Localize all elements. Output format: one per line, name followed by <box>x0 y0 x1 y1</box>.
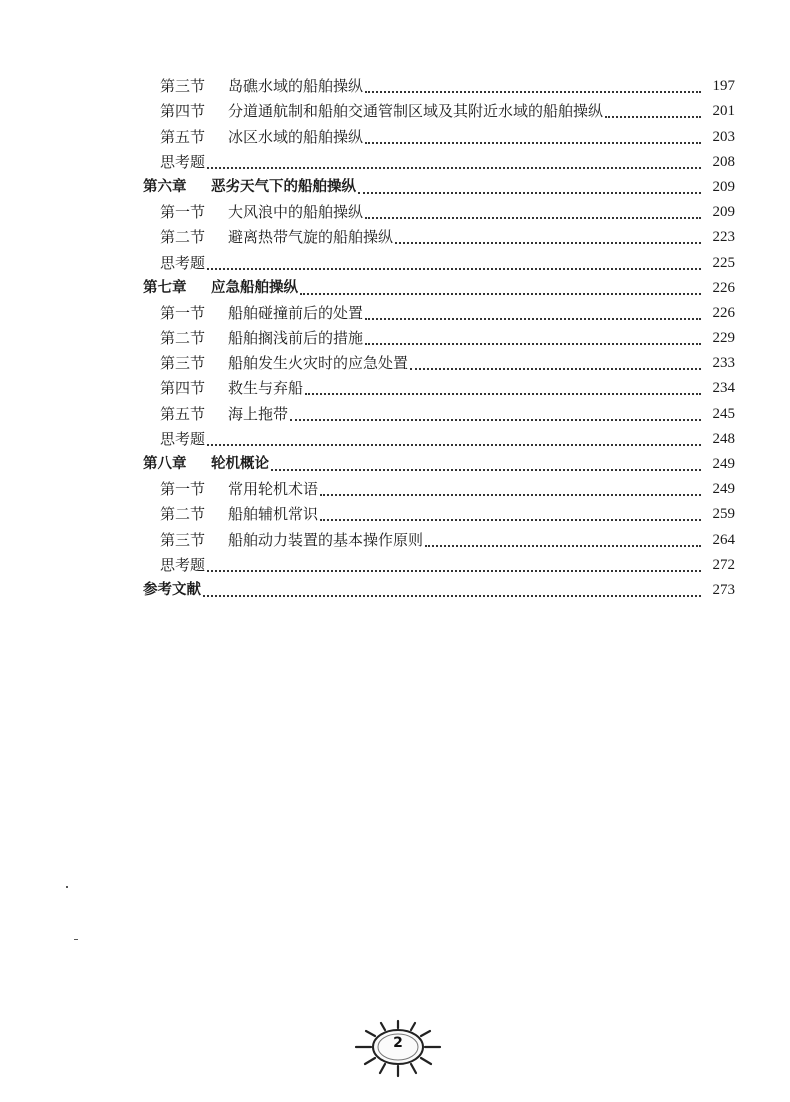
toc-dot-leader <box>395 242 701 244</box>
toc-dot-leader <box>203 595 701 597</box>
toc-section-entry[interactable] <box>143 225 735 250</box>
toc-chapter-entry[interactable] <box>143 578 735 603</box>
toc-questions-entry[interactable] <box>143 427 735 452</box>
toc-entry-title: 船舶碰撞前后的处置 <box>228 303 364 322</box>
toc-section-entry[interactable] <box>143 74 735 99</box>
toc-section-entry[interactable] <box>143 376 735 401</box>
toc-entry-title: 思考题 <box>160 152 206 171</box>
toc-questions-entry[interactable] <box>143 553 735 578</box>
toc-entry-title: 船舶动力装置的基本操作原则 <box>228 530 424 549</box>
toc-page-number: 226 <box>712 279 735 296</box>
toc-dot-leader <box>605 116 701 118</box>
toc-chapter-entry[interactable] <box>143 452 735 477</box>
toc-entry-title: 应急船舶操纵 <box>211 279 298 296</box>
toc-dot-leader <box>365 343 701 345</box>
toc-dot-leader <box>365 217 701 219</box>
toc-entry-label: 第一节 <box>160 480 206 499</box>
toc-dot-leader <box>358 192 701 194</box>
toc-page-number: 208 <box>712 153 735 170</box>
toc-entry-title: 船舶辅机常识 <box>228 505 319 524</box>
toc-page-number: 209 <box>712 178 735 195</box>
toc-dot-leader <box>425 545 701 547</box>
toc-chapter-entry[interactable] <box>143 276 735 301</box>
toc-section-entry[interactable] <box>143 326 735 351</box>
toc-entry-label: 第一节 <box>160 303 206 322</box>
toc-page-number: 229 <box>712 330 735 347</box>
toc-section-entry[interactable] <box>143 502 735 527</box>
toc-questions-entry[interactable] <box>143 250 735 275</box>
toc-page-number: 245 <box>712 405 735 422</box>
toc-entry-title: 岛礁水域的船舶操纵 <box>228 77 364 96</box>
toc-entry-title: 海上拖带 <box>228 404 289 423</box>
toc-entry-label: 第一节 <box>160 203 206 222</box>
toc-dot-leader <box>207 268 701 270</box>
toc-section-entry[interactable] <box>143 124 735 149</box>
toc-page-number: 203 <box>712 128 735 145</box>
toc-entry-title: 恶劣天气下的船舶操纵 <box>211 178 356 195</box>
toc-page-number: 209 <box>712 204 735 221</box>
toc-page-number: 264 <box>712 531 735 548</box>
toc-dot-leader <box>320 519 701 521</box>
toc-page-number: 248 <box>712 430 735 447</box>
toc-page-number: 201 <box>712 103 735 120</box>
toc-entry-label: 第三节 <box>160 530 206 549</box>
toc-entry-label: 第三节 <box>160 354 206 373</box>
toc-entry-title: 船舶搁浅前后的措施 <box>228 329 364 348</box>
toc-section-entry[interactable] <box>143 401 735 426</box>
toc-entry-title: 常用轮机术语 <box>228 480 319 499</box>
toc-section-entry[interactable] <box>143 200 735 225</box>
toc-entry-label: 第三节 <box>160 77 206 96</box>
toc-entry-title: 思考题 <box>160 253 206 272</box>
toc-dot-leader <box>365 318 701 320</box>
toc-dot-leader <box>300 293 701 295</box>
toc-page-number: 234 <box>712 380 735 397</box>
toc-dot-leader <box>207 444 701 446</box>
toc-entry-label: 第五节 <box>160 127 206 146</box>
toc-dot-leader <box>410 368 701 370</box>
toc-section-entry[interactable] <box>143 351 735 376</box>
page-number-badge <box>352 1018 444 1080</box>
toc-entry-title: 冰区水域的船舶操纵 <box>228 127 364 146</box>
toc-dot-leader <box>305 393 701 395</box>
toc-section-entry[interactable] <box>143 99 735 124</box>
toc-page-number: 273 <box>712 581 735 598</box>
toc-entry-label: 第六章 <box>143 178 187 195</box>
toc-page-number: 226 <box>712 304 735 321</box>
toc-dot-leader <box>290 419 701 421</box>
toc-page-number: 225 <box>712 254 735 271</box>
toc-entry-label: 第五节 <box>160 404 206 423</box>
toc-entry-title: 救生与弃船 <box>228 379 304 398</box>
toc-entry-title: 大风浪中的船舶操纵 <box>228 203 364 222</box>
toc-entry-label: 第二节 <box>160 329 206 348</box>
toc-entry-title: 船舶发生火灾时的应急处置 <box>228 354 409 373</box>
toc-page-number: 249 <box>712 481 735 498</box>
toc-entry-label: 第二节 <box>160 505 206 524</box>
toc-dot-leader <box>320 494 701 496</box>
page-number: 2 <box>393 1035 403 1051</box>
toc-page-number: 259 <box>712 506 735 523</box>
toc-entry-title: 分道通航制和船舶交通管制区域及其附近水域的船舶操纵 <box>228 102 604 121</box>
toc-entry-label: 第四节 <box>160 102 206 121</box>
toc-page-number: 249 <box>712 456 735 472</box>
toc-section-entry[interactable] <box>143 527 735 552</box>
toc-entry-title: 参考文献 <box>143 581 201 598</box>
toc-page-number: 272 <box>712 556 735 573</box>
toc-dot-leader <box>365 91 701 93</box>
toc-dot-leader <box>365 142 701 144</box>
toc-entry-label: 第四节 <box>160 379 206 398</box>
toc-entry-title: 思考题 <box>160 555 206 574</box>
scan-speck <box>66 886 68 888</box>
toc-entry-title: 思考题 <box>160 429 206 448</box>
toc-questions-entry[interactable] <box>143 150 735 175</box>
toc-entry-title: 轮机概论 <box>211 456 269 472</box>
toc-entry-label: 第八章 <box>143 456 187 472</box>
toc-page-number: 223 <box>712 229 735 246</box>
toc-dot-leader <box>207 570 701 572</box>
toc-dot-leader <box>207 167 701 169</box>
toc-entry-label: 第二节 <box>160 228 206 247</box>
toc-page-number: 233 <box>712 355 735 372</box>
table-of-contents <box>143 74 735 603</box>
toc-dot-leader <box>271 469 701 471</box>
toc-entry-label: 第七章 <box>143 279 187 296</box>
toc-section-entry[interactable] <box>143 477 735 502</box>
toc-chapter-entry[interactable] <box>143 175 735 200</box>
toc-entry-title: 避离热带气旋的船舶操纵 <box>228 228 394 247</box>
toc-page-number: 197 <box>712 78 735 95</box>
toc-section-entry[interactable] <box>143 301 735 326</box>
scan-speck <box>74 939 78 940</box>
